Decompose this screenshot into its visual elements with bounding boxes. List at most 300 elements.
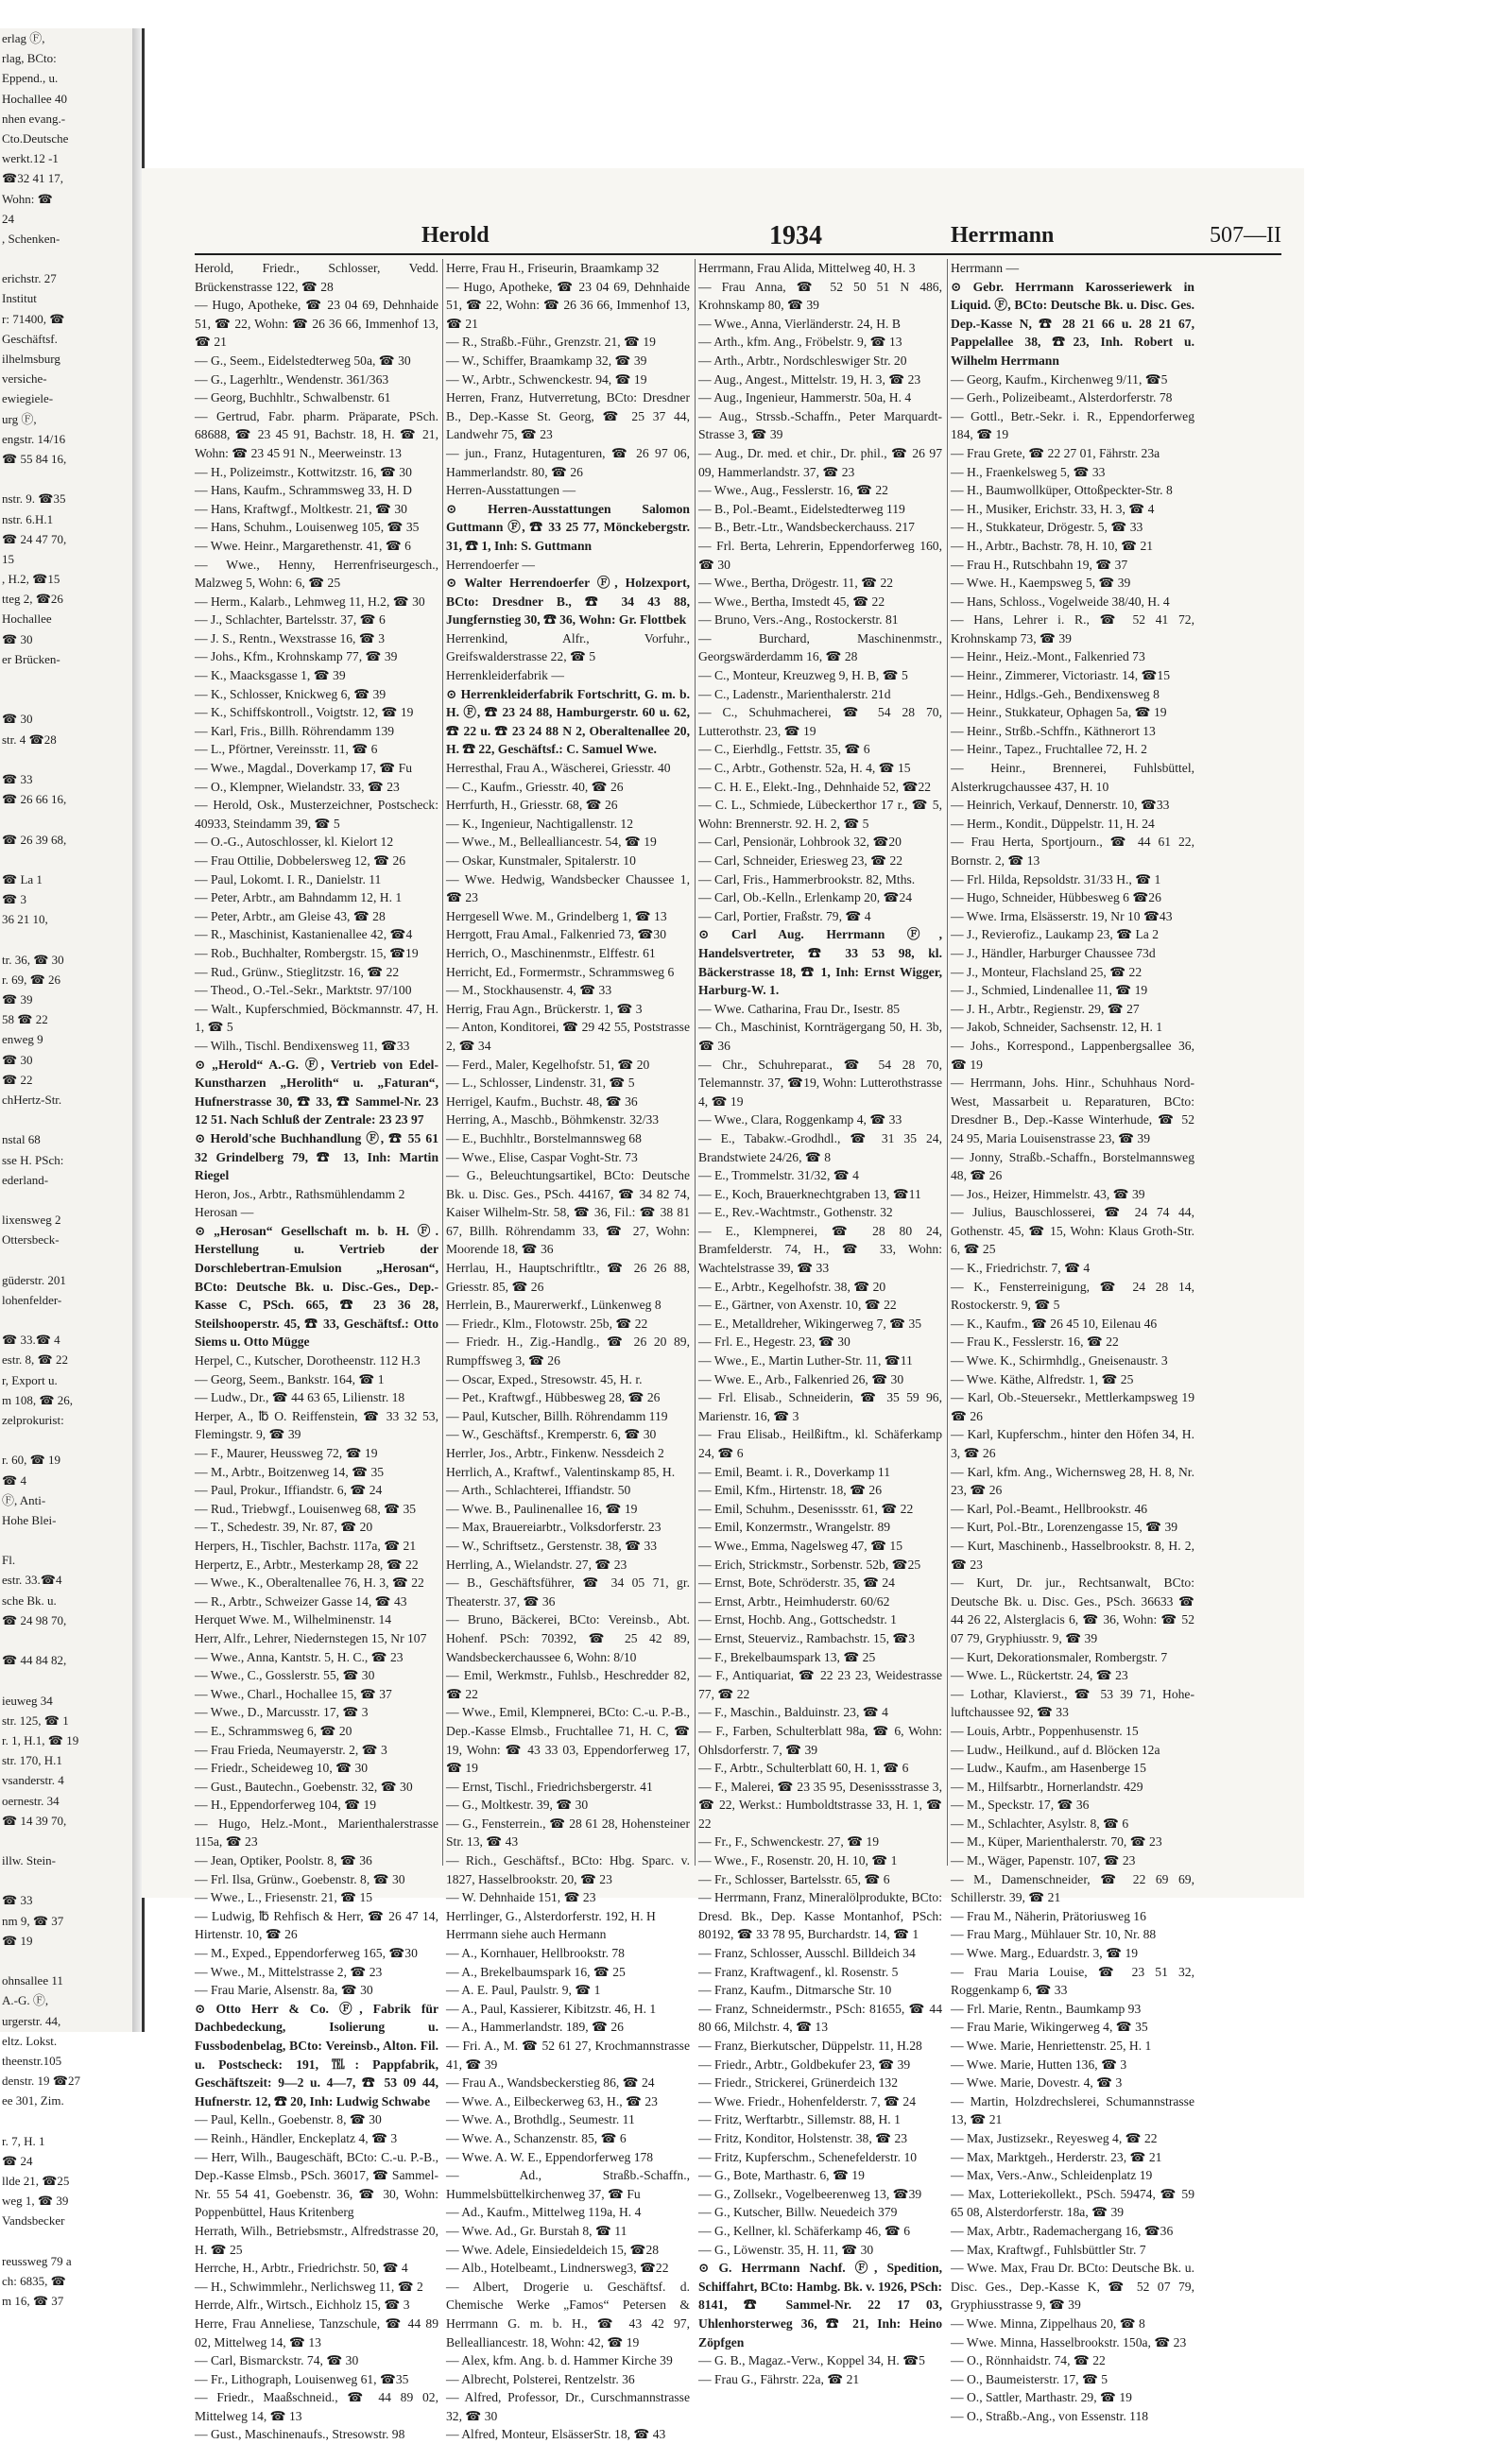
page-header [195,223,1281,251]
previous-page-line: illw. Stein- [2,1853,56,1868]
directory-entry: — K., Ingenieur, Nachtigallenstr. 12 [446,816,634,831]
directory-entry: — Fr., Schlosser, Bartelsstr. 65, ☎ 6 [698,1871,890,1886]
directory-entry: — Rich., Geschäftsf., BCto: Hbg. Sparc. v. 1827, Hasselbrookstr. 20, ☎ 23 [446,1853,690,1886]
directory-entry: — Karl, Fris., Billh. Röhrendamm 139 [195,723,395,738]
previous-page-line: ☎ 24 98 70, [2,1612,67,1627]
directory-entry: — Gust., Bautechn., Goebenstr. 32, ☎ 30 [195,1779,413,1794]
directory-entry: — A., Kornhauer, Hellbrookstr. 78 [446,1946,625,1961]
directory-entry: — G., Fensterrein., ☎ 28 61 28, Hohensteiner Str. 13, ☎ 43 [446,1816,690,1850]
directory-entry: — H., Eppendorferweg 104, ☎ 19 [195,1798,377,1813]
previous-page-line: str. 170, H.1 [2,1753,62,1768]
directory-entry: Herrig, Frau Agn., Brückerstr. 1, ☎ 3 [446,1001,643,1016]
directory-entry: — K., Fensterreinigung, ☎ 24 28 14, Rostockerstr. 9, ☎ 5 [951,1279,1194,1313]
previous-page-line: ☎32 41 17, [2,171,63,186]
directory-entry: — Friedr. H., Zig.-Handlg., ☎ 26 20 89, Rumpffsweg 3, ☎ 26 [446,1334,690,1368]
previous-page-line [0,249,142,268]
column-3 [698,259,942,2386]
directory-entry: Herricht, Ed., Formermstr., Schrammsweg 6 [446,964,675,979]
directory-entry: — Alfred, Monteur, ElsässerStr. 18, ☎ 43 [446,2427,666,2442]
previous-page-line: ☎ 33.☎ 4 [2,1333,60,1348]
directory-entry: ⊙ Gebr. Herrmann Karosseriewerk in Liquid. Ⓕ, BCto: Deutsche Bk. u. Disc. Ges. Dep.-Kasse N, ☎ 28 21 66 u. 28 21 67, Pappelallee 38, ☎23, Inh. Robert u. Wilhelm Herrmann [951,279,1194,368]
directory-entry: — A., Hammerlandstr. 189, ☎ 26 [446,2020,624,2035]
directory-entry: — Wwe. A. W. E., Eppendorferweg 178 [446,2149,654,2164]
column-2 [446,259,690,2442]
previous-page-line [0,1530,142,1550]
directory-entry: — Frau Ottilie, Dobbelersweg 12, ☎ 26 [195,853,406,868]
directory-entry: — E., Tabakw.-Grodhdl., ☎ 31 35 24, Brandstwiete 24/26, ☎ 8 [698,1130,942,1164]
directory-entry: — Carl, Portier, Fraßstr. 79, ☎ 4 [698,908,871,923]
directory-entry: Herrlich, A., Kraftwf., Valentinskamp 85, H. [446,1464,676,1479]
directory-entry: — Friedr., Scheideweg 10, ☎ 30 [195,1761,369,1776]
directory-entry: — Wwe. A., Schanzenstr. 85, ☎ 6 [446,2130,627,2145]
directory-entry: — Herrmann, Johs. Hinr., Schuhhaus Nord-West, Massarbeit u. Reparaturen, BCto: Dresdner B., Dep.-Kasse Winterhude, ☎ 52 24 95, Maria Louisenstrasse 23, ☎ 39 [951,1076,1194,1145]
directory-entry: — Carl, Ob.-Kelln., Erlenkamp 20, ☎24 [698,890,913,905]
directory-entry: ⊙ Otto Herr & Co. Ⓕ, Fabrik für Dachbedeckung, Isolierung u. Fussbodenbelag, BCto: Vereinsb., Alton. Fil. u. Postscheck: 191, ℡: Pappfabrik, Geschäftszeit: 9—2 u. 4—7, ☎ 53 09 44, Hufnerstr. 12, ☎ 20, Inh: Ludwig Schwabe [195,2001,438,2108]
previous-page-line: r. 60, ☎ 19 [2,1453,61,1468]
previous-page-line: 24 [2,211,14,226]
directory-entry: — Frau Anna, ☎ 52 50 51 N 486, Krohnskamp 80, ☎ 39 [698,279,942,313]
directory-entry: — Theod., O.-Tel.-Sekr., Marktstr. 97/100 [195,983,412,998]
previous-page-line: ☎ 33 [2,771,33,786]
directory-entry: — Heinr., Heiz.-Mont., Falkenried 73 [951,649,1145,664]
directory-entry: — E., Metalldreher, Wikingerweg 7, ☎ 35 [698,1316,922,1331]
directory-entry: — H., Schwimmlehr., Nerlichsweg 11, ☎ 2 [195,2279,423,2294]
directory-entry: — Franz, Kaufm., Ditmarsche Str. 10 [698,1983,892,1998]
directory-entry: — Carl, Schneider, Eriesweg 23, ☎ 22 [698,853,903,868]
directory-entry: — A., Brekelbaumspark 16, ☎ 25 [446,1964,626,1979]
directory-entry: — Jos., Heizer, Himmelstr. 43, ☎ 39 [951,1186,1145,1201]
previous-page-line [0,1630,142,1650]
directory-entry: — J., Schlachter, Bartelsstr. 37, ☎ 6 [195,612,386,628]
directory-entry: — Jonny, Straßb.-Schaffn., Borstelmannsweg 48, ☎ 26 [951,1149,1194,1183]
directory-entry: — Karl, Ob.-Steuersekr., Mettlerkampsweg 19 ☎ 26 [951,1390,1194,1423]
directory-entry: Herrendoerfer — [446,557,535,572]
directory-entry: Herrler, Jos., Arbtr., Finkenw. Nessdeich 2 [446,1446,664,1460]
directory-entry: Herresthal, Frau A., Wäscherei, Griesstr. 40 [446,761,671,776]
directory-entry: Herrmann siehe auch Hermann [446,1927,607,1942]
directory-entry: — Emil, Konzermstr., Wrangelstr. 89 [698,1520,891,1535]
directory-entry: — Fritz, Werftarbtr., Sillemstr. 88, H. 1 [698,2112,901,2127]
directory-entry: — Carl, Fris., Hammerbrookstr. 82, Mths. [698,871,916,886]
directory-entry: — Emil, Werkmstr., Fuhlsb., Heschredder 82, ☎ 22 [446,1668,690,1701]
directory-entry: Herring, A., Maschb., Böhmkenstr. 32/33 [446,1112,660,1127]
previous-page-line [0,1110,142,1129]
previous-page-line: Vandsbecker [2,2213,65,2229]
previous-page-line: urg Ⓕ, [2,411,37,426]
directory-entry: Herren-Ausstattungen — [446,483,576,498]
directory-entry: ⊙ Herrenkleiderfabrik Fortschritt, G. m. b. H. Ⓕ, ☎ 23 24 88, Hamburgerstr. 60 u. 62, ☎ 22 u. ☎ 23 24 88 N 2, Oberaltenallee 20, H. ☎ 22, Geschäftsf.: C. Samuel Wwe. [446,686,690,757]
previous-page-line: , H.2, ☎15 [2,572,60,587]
directory-entry: — J., Händler, Harburger Chaussee 73d [951,945,1156,960]
previous-page-line: ☎ 44 84 82, [2,1653,67,1668]
previous-page-line: urgerstr. 44, [2,2013,61,2028]
previous-page-line: ee 301, Zim. [2,2093,64,2108]
directory-entry: — H., Musiker, Erichstr. 33, H. 3, ☎ 4 [951,501,1155,516]
directory-page [142,168,1304,2442]
directory-entry: — Frau Maria Louise, ☎ 23 51 32, Roggenkamp 6, ☎ 33 [951,1964,1194,1998]
previous-page-line: m 108, ☎ 26, [2,1392,74,1407]
page-number: 507—II [1210,223,1281,248]
directory-entry: — Friedr., Strickerei, Grünerdeich 132 [698,2075,899,2091]
directory-entry: ⊙ Walter Herrendoerfer Ⓕ, Holzexport, BCto: Dresdner B., ☎ 34 43 88, Jungfernstieg 30, ☎ 36, Wohn: Gr. Flottbek [446,576,690,628]
directory-entry: — J. S., Rentn., Wexstrasse 16, ☎ 3 [195,630,385,645]
header-year: 1934 [769,221,822,250]
directory-entry: — Arth., Arbtr., Nordschleswiger Str. 20 [698,353,907,368]
directory-entry: Heron, Jos., Arbtr., Rathsmühlendamm 2 [195,1186,405,1201]
previous-page-line: Hohe Blei- [2,1512,57,1527]
previous-page-line: ☎ 14 39 70, [2,1813,67,1828]
directory-entry: — Wwe., Henny, Herrenfriseurgesch., Malzweg 5, Wohn: 6, ☎ 25 [195,557,438,591]
directory-entry: — E., Rev.-Wachtmstr., Gothenstr. 32 [698,1205,893,1220]
directory-entry: — Oskar, Kunstmaler, Spitalerstr. 10 [446,853,636,868]
directory-entry: — Alb., Hotelbeamt., Lindnersweg3, ☎22 [446,2261,669,2276]
header-right-word: Herrmann [951,223,1055,248]
directory-entry: — Fr., F., Schwenckestr. 27, ☎ 19 [698,1834,880,1850]
directory-entry: — Ludw., Kaufm., am Hasenberge 15 [951,1761,1146,1776]
directory-entry: — E., Buchhltr., Borstelmannsweg 68 [446,1130,642,1145]
directory-entry: — Wwe. H., Kaempsweg 5, ☎ 39 [951,576,1131,591]
directory-entry: — Wwe., Anna, Kantstr. 5, H. C., ☎ 23 [195,1649,404,1664]
previous-page-line: Wohn: ☎ [2,191,53,206]
previous-page-line: ☎ 26 66 16, [2,792,67,807]
directory-entry: — Frau H., Rutschbahn 19, ☎ 37 [951,557,1128,572]
directory-entry: — Ernst, Tischl., Friedrichsbergerstr. 41 [446,1779,653,1794]
previous-page-line: nstr. 9. ☎35 [2,491,66,507]
directory-entry: Herrgott, Frau Amal., Falkenried 73, ☎30 [446,927,667,942]
directory-entry: — E., Koch, Brauerknechtgraben 13, ☎11 [698,1186,921,1201]
directory-entry: — H., Fraenkelsweg 5, ☎ 33 [951,464,1106,479]
previous-page-line: tr. 36, ☎ 30 [2,952,64,967]
previous-page-line: tteg 2, ☎26 [2,592,63,607]
directory-entry: — Ernst, Arbtr., Heimhuderstr. 60/62 [698,1593,890,1609]
directory-entry: — L., Pförtner, Vereinsstr. 11, ☎ 6 [195,742,378,757]
previous-page-line: weg 1, ☎ 39 [2,2194,69,2209]
directory-entry: — Burchard, Maschinenmstr., Georgswärderdamm 16, ☎ 28 [698,630,942,664]
directory-entry: Herre, Frau H., Friseurin, Braamkamp 32 [446,261,660,275]
directory-entry: — Heinr., Tapez., Fruchtallee 72, H. 2 [951,742,1147,757]
directory-entry: — C., Ladenstr., Marienthalerstr. 21d [698,686,891,701]
directory-entry: — Wwe. A., Eilbeckerweg 63, H., ☎ 23 [446,2093,658,2108]
directory-entry: Herrling, A., Wielandstr. 27, ☎ 23 [446,1557,627,1572]
previous-page-line: sse H. PSch: [2,1152,64,1167]
directory-entry: — Wwe. Ad., Gr. Burstah 8, ☎ 11 [446,2223,627,2238]
directory-entry: — Friedr., Arbtr., Goldbekufer 23, ☎ 39 [698,2057,911,2072]
directory-entry: — Heinr., Hdlgs.-Geh., Bendixensweg 8 [951,686,1160,701]
directory-entry: — C. L., Schmiede, Lübeckerthor 17 r., ☎ 5, Wohn: Brennerstr. 92. H. 2, ☎ 5 [698,798,942,831]
previous-page-line: enweg 9 [2,1032,43,1047]
directory-entry: — Frl. Berta, Lehrerin, Eppendorferweg 160, ☎ 30 [698,538,942,572]
directory-entry: — jun., Franz, Hutagenturen, ☎ 26 97 06, Hammerlandstr. 80, ☎ 26 [446,445,690,479]
directory-entry: — Max, Marktgeh., Herderstr. 23, ☎ 21 [951,2149,1162,2164]
directory-entry: — Alfred, Professor, Dr., Curschmannstrasse 32, ☎ 30 [446,2390,690,2423]
directory-entry: — Frau Frieda, Neumayerstr. 2, ☎ 3 [195,1742,387,1757]
previous-page-line: theenstr.105 [2,2053,62,2068]
directory-entry: — Frau G., Fährstr. 22a, ☎ 21 [698,2371,860,2386]
directory-entry: — W., Geschäftsf., Kremperstr. 6, ☎ 30 [446,1427,657,1442]
directory-entry: — Ernst, Hochb. Ang., Gottschedstr. 1 [698,1612,897,1627]
directory-entry: — M., Arbtr., Boitzenweg 14, ☎ 35 [195,1464,385,1479]
directory-entry: — F., Maurer, Heussweg 72, ☎ 19 [195,1446,378,1460]
directory-entry: — T., Schedestr. 39, Nr. 87, ☎ 20 [195,1520,373,1535]
directory-entry: — W., Schriftsetz., Gerstenstr. 38, ☎ 33 [446,1538,658,1553]
directory-entry: — O., Baumeisterstr. 17, ☎ 5 [951,2371,1108,2386]
directory-entry: — Wwe., M., Mittelstrasse 2, ☎ 23 [195,1964,383,1979]
directory-entry: — C., Kaufm., Griesstr. 40, ☎ 26 [446,779,624,794]
previous-page-line: , Schenken- [2,231,60,246]
directory-entry: — K., Friedrichstr. 7, ☎ 4 [951,1261,1091,1276]
previous-page-line: ☎ 24 47 70, [2,531,67,546]
directory-entry: — Georg, Seem., Bankstr. 164, ☎ 1 [195,1371,385,1386]
previous-page-line: 15 [2,551,14,566]
previous-page-line: Fl. [2,1553,16,1568]
directory-entry: — Erich, Strickmstr., Sorbenstr. 52b, ☎25 [698,1557,921,1572]
directory-entry: — Max, Justizsekr., Reyesweg 4, ☎ 22 [951,2130,1158,2145]
previous-page-line [0,669,142,689]
directory-entry: — Ferd., Maler, Kegelhofstr. 51, ☎ 20 [446,1057,650,1072]
directory-entry: — Paul, Prokur., Iffiandstr. 6, ☎ 24 [195,1483,383,1498]
previous-page-line [0,929,142,949]
directory-entry: — G. B., Magaz.-Verw., Koppel 34, H. ☎5 [698,2353,925,2368]
directory-entry: — Kurt, Maschinenb., Hasselbrookstr. 8, H. 2, ☎ 23 [951,1538,1194,1572]
directory-entry: — Frl. Ilsa, Grünw., Goebenstr. 8, ☎ 30 [195,1871,405,1886]
directory-entry: — Peter, Arbtr., am Gleise 43, ☎ 28 [195,908,386,923]
directory-entry: Herrlein, B., Maurerwerkf., Lünkenweg 8 [446,1298,662,1313]
directory-entry: — Fritz, Konditor, Holstenstr. 38, ☎ 23 [698,2130,908,2145]
previous-page-line: 36 21 10, [2,912,48,927]
directory-entry: Herper, A., ℔ O. Reiffenstein, ☎ 33 32 53, Flemingstr. 9, ☎ 39 [195,1408,438,1442]
directory-entry: — Max, Kraftwgf., Fuhlsbüttler Str. 7 [951,2242,1146,2257]
directory-entry: — Wwe. E., Arb., Falkenried 26, ☎ 30 [698,1371,904,1386]
directory-entry: — Wwe., Emma, Nagelsweg 47, ☎ 15 [698,1538,903,1553]
directory-entry: — Heinr., Zimmerer, Victoriastr. 14, ☎15 [951,668,1171,683]
directory-entry: — K., Maacksgasse 1, ☎ 39 [195,668,346,683]
directory-entry: — Wwe., L., Friesenstr. 21, ☎ 15 [195,1890,373,1905]
directory-entry: — Aug., Strssb.-Schaffn., Peter Marquardt-Strasse 3, ☎ 39 [698,408,942,442]
previous-page-line: eltz. Lokst. [2,2033,58,2048]
directory-entry: — A., Paul, Kassierer, Kibitzstr. 46, H. 1 [446,2001,657,2016]
directory-entry: — Karl, Kupferschm., hinter den Höfen 34, H. 3, ☎ 26 [951,1427,1194,1460]
previous-page-line: lixensweg 2 [2,1213,61,1228]
directory-entry: — Franz, Kraftwagenf., kl. Rosenstr. 5 [698,1964,899,1979]
directory-entry: — Max, Lotteriekollekt., PSch. 59474, ☎ 59 65 08, Alsterdorferstr. 18a, ☎ 39 [951,2186,1194,2220]
directory-entry: — H., Polizeimstr., Kottwitzstr. 16, ☎ 30 [195,464,412,479]
directory-entry: Herrfurth, H., Griesstr. 68, ☎ 26 [446,798,618,813]
previous-page-line: ☎ 24 [2,2153,33,2168]
directory-entry: — B., Pol.-Beamt., Eidelstedterweg 119 [698,501,905,516]
directory-entry: — Wwe. Marie, Dovestr. 4, ☎ 3 [951,2075,1123,2091]
directory-entry: — Hugo, Apotheke, ☎ 23 04 69, Dehnhaide 51, ☎ 22, Wohn: ☎ 26 36 66, Immenhof 13, ☎ 21 [446,279,690,331]
directory-entry: — Rud., Grünw., Stieglitzstr. 16, ☎ 22 [195,964,400,979]
previous-page-line: lohenfelder- [2,1292,62,1307]
previous-page-line: r, Export u. [2,1372,58,1387]
previous-page-line: A.-G. Ⓕ, [2,1993,49,2008]
directory-entry: — Bruno, Bäckerei, BCto: Vereinsb., Abt. Hohenf. PSch: 70392, ☎ 25 42 89, Wandsbeckerchaussee 6, Wohn: 8/10 [446,1612,690,1664]
directory-entry: Herrde, Alfr., Wirtsch., Eichholz 15, ☎ 3 [195,2298,410,2313]
directory-entry: ⊙ G. Herrmann Nachf. Ⓕ, Spedition, Schiffahrt, BCto: Hambg. Bk. v. 1926, PSch: 8141, ☎ Sammel-Nr. 22 17 03, Uhlenhorsterweg 36, ☎ 21, Inh: Heino Zöpfgen [698,2261,942,2349]
directory-entry: — Friedr., Maaßschneid., ☎ 44 89 02, Mittelweg 14, ☎ 13 [195,2390,438,2423]
directory-entry: — Jean, Optiker, Poolstr. 8, ☎ 36 [195,1853,372,1868]
directory-entry: — G., Kutscher, Billw. Neuedeich 379 [698,2205,898,2220]
directory-entry: — Lothar, Klavierst., ☎ 53 39 71, Hohe-luftchaussee 92, ☎ 33 [951,1686,1194,1720]
directory-entry: — M., Schlachter, Asylstr. 8, ☎ 6 [951,1816,1129,1831]
directory-columns [195,259,1281,2442]
previous-page-line: ☎ 33 [2,1893,33,1908]
previous-page-line: ☎ 22 [2,1072,33,1087]
directory-entry: Herpel, C., Kutscher, Dorotheenstr. 112 H.3 [195,1353,421,1368]
directory-entry: — Ernst, Steuerviz., Rambachstr. 15, ☎3 [698,1630,916,1645]
directory-entry: — Franz, Schlosser, Ausschl. Billdeich 34 [698,1946,916,1961]
directory-entry: — O., Sattler, Marthastr. 29, ☎ 19 [951,2390,1132,2405]
directory-entry: — M., Stockhausenstr. 4, ☎ 33 [446,983,612,998]
directory-entry: — Wwe. Friedr., Hohenfelderstr. 7, ☎ 24 [698,2093,916,2108]
directory-entry: — Kurt, Pol.-Btr., Lorenzengasse 15, ☎ 39 [951,1520,1178,1535]
directory-entry: — Max, Arbtr., Rademachergang 16, ☎36 [951,2223,1174,2238]
directory-entry: — Rud., Triebwgf., Louisenweg 68, ☎ 35 [195,1501,417,1516]
previous-page-line [0,1831,142,1850]
previous-page-line: r. 1, H.1, ☎ 19 [2,1732,79,1747]
directory-entry: — Wwe., Clara, Roggenkamp 4, ☎ 33 [698,1112,902,1127]
directory-entry: — Hans, Schloss., Vogelweide 38/40, H. 4 [951,594,1170,609]
previous-page-line: reussweg 79 a [2,2253,72,2268]
directory-entry: — Martin, Holzdrechslerei, Schumannstrasse 13, ☎ 21 [951,2093,1194,2127]
directory-entry: — Johs., Kfm., Krohnskamp 77, ☎ 39 [195,649,398,664]
previous-page-line: str. 125, ☎ 1 [2,1713,69,1728]
directory-entry: — Wwe., Bertha, Drögestr. 11, ☎ 22 [698,576,894,591]
directory-entry: — Gust., Maschinenaufs., Stresowstr. 98 [195,2427,405,2442]
directory-entry: — Ch., Maschinist, Kornträgergang 50, H. 3b, ☎ 36 [698,1020,942,1053]
directory-entry: Herrlinger, G., Alsterdorferstr. 192, H. H [446,1908,656,1923]
directory-entry: — C., Monteur, Kreuzweg 9, H. B, ☎ 5 [698,668,908,683]
directory-entry: — Frau Elisab., Heilßiftm., kl. Schäferkamp 24, ☎ 6 [698,1427,942,1460]
directory-entry: — Ludw., Heilkund., auf d. Blöcken 12a [951,1742,1160,1757]
directory-entry: — Wwe., K., Oberaltenallee 76, H. 3, ☎ 22 [195,1575,424,1591]
previous-page-line [0,469,142,489]
directory-entry: — M., Speckstr. 17, ☎ 36 [951,1798,1090,1813]
directory-entry: Herren, Franz, Hutverretung, BCto: Dresdner B., Dep.-Kasse St. Georg, ☎ 25 37 44, Landwehr 75, ☎ 23 [446,390,690,442]
previous-page-line: str. 4 ☎28 [2,731,57,747]
directory-entry: — B., Geschäftsführer, ☎ 34 05 71, gr. Theaterstr. 37, ☎ 36 [446,1575,690,1609]
directory-entry: — M., Wäger, Papenstr. 107, ☎ 23 [951,1853,1136,1868]
previous-page-text [0,28,142,2311]
directory-entry: Herpertz, E., Arbtr., Mesterkamp 28, ☎ 22 [195,1557,419,1572]
directory-entry: — Frau Marie, Alsenstr. 8a, ☎ 30 [195,1983,373,1998]
previous-page-line: Ⓕ, Anti- [2,1492,46,1507]
directory-entry: — Jakob, Schneider, Sachsenstr. 12, H. 1 [951,1020,1163,1035]
directory-entry: — Wwe. Hedwig, Wandsbecker Chaussee 1, ☎ 23 [446,871,690,905]
directory-entry: — E., Gärtner, von Axenstr. 10, ☎ 22 [698,1298,897,1313]
previous-page-line: r: 71400, ☎ [2,311,65,326]
directory-entry: — C., Schuhmacherei, ☎ 54 28 70, Lutterothstr. 23, ☎ 19 [698,705,942,738]
previous-page-line: ☎ 4 [2,1472,26,1488]
directory-entry: — Chr., Schuhreparat., ☎ 54 28 70, Telemannstr. 37, ☎19, Wohn: Lutterothstrasse 4, ☎ 19 [698,1057,942,1109]
previous-page-line: sche Bk. u. [2,1592,57,1608]
previous-page-line [0,2231,142,2251]
directory-entry: — Wwe. A., Brothdlg., Seumestr. 11 [446,2112,635,2127]
directory-entry: — Emil, Beamt. i. R., Doverkamp 11 [698,1464,890,1479]
directory-entry: — R., Maschinist, Kastanienallee 42, ☎4 [195,927,413,942]
previous-page-line: Ottersbeck- [2,1232,60,1248]
directory-entry: — Frau A., Wandsbeckerstieg 86, ☎ 24 [446,2075,655,2091]
directory-entry: — Pet., Kraftwgf., Hübbesweg 28, ☎ 26 [446,1390,661,1405]
directory-entry: — W., Arbtr., Schwenckestr. 94, ☎ 19 [446,371,647,387]
directory-entry: — Wwe., Aug., Fesslerstr. 16, ☎ 22 [698,483,888,498]
previous-page-line: Hochallee 40 [2,91,67,106]
directory-entry: — Wwe. Minna, Zippelhaus 20, ☎ 8 [951,2315,1145,2331]
directory-entry: — E., Arbtr., Kegelhofstr. 38, ☎ 20 [698,1279,886,1294]
directory-entry: — G., Seem., Eidelstedterweg 50a, ☎ 30 [195,353,411,368]
previous-page-line: ederland- [2,1172,49,1187]
directory-entry: — Herm., Kondit., Düppelstr. 11, H. 24 [951,816,1155,831]
directory-entry: — Heinr., Strßb.-Schffn., Käthnerort 13 [951,723,1156,738]
previous-page-line: estr. 33.☎4 [2,1573,62,1588]
previous-page-line: ☎ 26 39 68, [2,832,67,847]
previous-page-line [0,689,142,709]
previous-page-line: denstr. 19 ☎27 [2,2074,80,2089]
directory-entry: — M., Exped., Eppendorferweg 165, ☎30 [195,1946,418,1961]
directory-entry: — Frau Herta, Sportjourn., ☎ 44 61 22, Bornstr. 2, ☎ 13 [951,835,1194,868]
page-gutter [132,28,142,2032]
directory-entry: Herrche, H., Arbtr., Friedrichstr. 50, ☎ 4 [195,2261,408,2276]
previous-page-line: ohnsallee 11 [2,1973,63,1988]
directory-entry: — Gerh., Polizeibeamt., Alsterdorferstr. 78 [951,390,1173,405]
previous-page-line: ☎ 30 [2,1052,33,1067]
directory-entry: — Emil, Schuhm., Desenissstr. 61, ☎ 22 [698,1501,914,1516]
directory-entry: — Wwe. L., Rückertstr. 24, ☎ 23 [951,1668,1128,1683]
directory-entry: — O., Rönnhaidstr. 74, ☎ 22 [951,2353,1106,2368]
directory-entry: Herquet Wwe. M., Wilhelminenstr. 14 [195,1612,392,1627]
previous-page-line: ☎ 55 84 16, [2,451,67,466]
previous-page-line: chHertz-Str. [2,1092,62,1107]
directory-entry: — G., Zollsekr., Vogelbeerenweg 13, ☎39 [698,2186,922,2201]
directory-entry: — Wwe. B., Paulinenallee 16, ☎ 19 [446,1501,638,1516]
directory-entry: — Arth., Schlachterei, Iffiandstr. 50 [446,1483,631,1498]
directory-entry: — Max, Brauereiarbtr., Volksdorferstr. 23 [446,1520,662,1535]
directory-entry: — Wwe. Marg., Eduardstr. 3, ☎ 19 [951,1946,1139,1961]
previous-page-line: rlag, BCto: [2,51,57,66]
directory-entry: — Hans, Kraftwgf., Moltkestr. 21, ☎ 30 [195,501,407,516]
directory-entry: — Ernst, Bote, Schröderstr. 35, ☎ 24 [698,1575,895,1591]
previous-page-line: nhen evang.- [2,111,66,126]
directory-entry: — J. H., Arbtr., Regienstr. 29, ☎ 27 [951,1001,1140,1016]
directory-entry: — W. Dehnhaide 151, ☎ 23 [446,1890,596,1905]
directory-entry: — Wwe. Irma, Elsässerstr. 19, Nr 10 ☎43 [951,908,1173,923]
directory-entry: — Karl, kfm. Ang., Wichernsweg 28, H. 8, Nr. 23, ☎ 26 [951,1464,1194,1498]
directory-entry: — K., Schlosser, Knickweg 6, ☎ 39 [195,686,387,701]
directory-entry: — Rob., Buchhalter, Rombergstr. 15, ☎19 [195,945,419,960]
directory-entry: — Wwe. Catharina, Frau Dr., Isestr. 85 [698,1001,901,1016]
directory-entry: — Emil, Kfm., Hirtenstr. 18, ☎ 26 [698,1483,883,1498]
directory-entry: — Wwe., Elise, Caspar Voght-Str. 73 [446,1149,638,1164]
directory-entry: — Wwe. Marie, Hutten 136, ☎ 3 [951,2057,1127,2072]
directory-entry: ⊙ Herold'sche Buchhandlung Ⓕ, ☎ 55 61 32 Grindelberg 79, ☎ 13, Inh: Martin Riegel [195,1130,438,1183]
directory-entry: — G., Moltkestr. 39, ☎ 30 [446,1798,589,1813]
directory-entry: — Frau Marie, Wikingerweg 4, ☎ 35 [951,2020,1148,2035]
directory-entry: — O., Straßb.-Ang., von Essenstr. 118 [951,2408,1149,2423]
directory-entry: — Hugo, Helz.-Mont., Marienthalerstrasse 115a, ☎ 23 [195,1816,438,1850]
directory-entry: — Louis, Arbtr., Poppenhusenstr. 15 [951,1723,1139,1738]
previous-page-line: ch: 6835, ☎ [2,2274,66,2288]
directory-entry: — Karl, Pol.-Beamt., Hellbrookstr. 46 [951,1501,1148,1516]
directory-entry: — Wwe. Heinr., Margarethenstr. 41, ☎ 6 [195,538,411,553]
previous-page-line: ☎ 39 [2,992,33,1007]
directory-entry: — A. E. Paul, Paulstr. 9, ☎ 1 [446,1983,601,1998]
directory-entry: — B., Betr.-Ltr., Wandsbeckerchauss. 217 [698,520,915,535]
directory-entry: — Frl. E., Hegestr. 23, ☎ 30 [698,1334,850,1350]
previous-page-line: engstr. 14/16 [2,431,66,446]
previous-page-line: estr. 8, ☎ 22 [2,1352,68,1368]
directory-entry: — Alex, kfm. Ang. b. d. Hammer Kirche 39 [446,2353,673,2368]
directory-entry: — Peter, Arbtr., am Bahndamm 12, H. 1 [195,890,403,905]
